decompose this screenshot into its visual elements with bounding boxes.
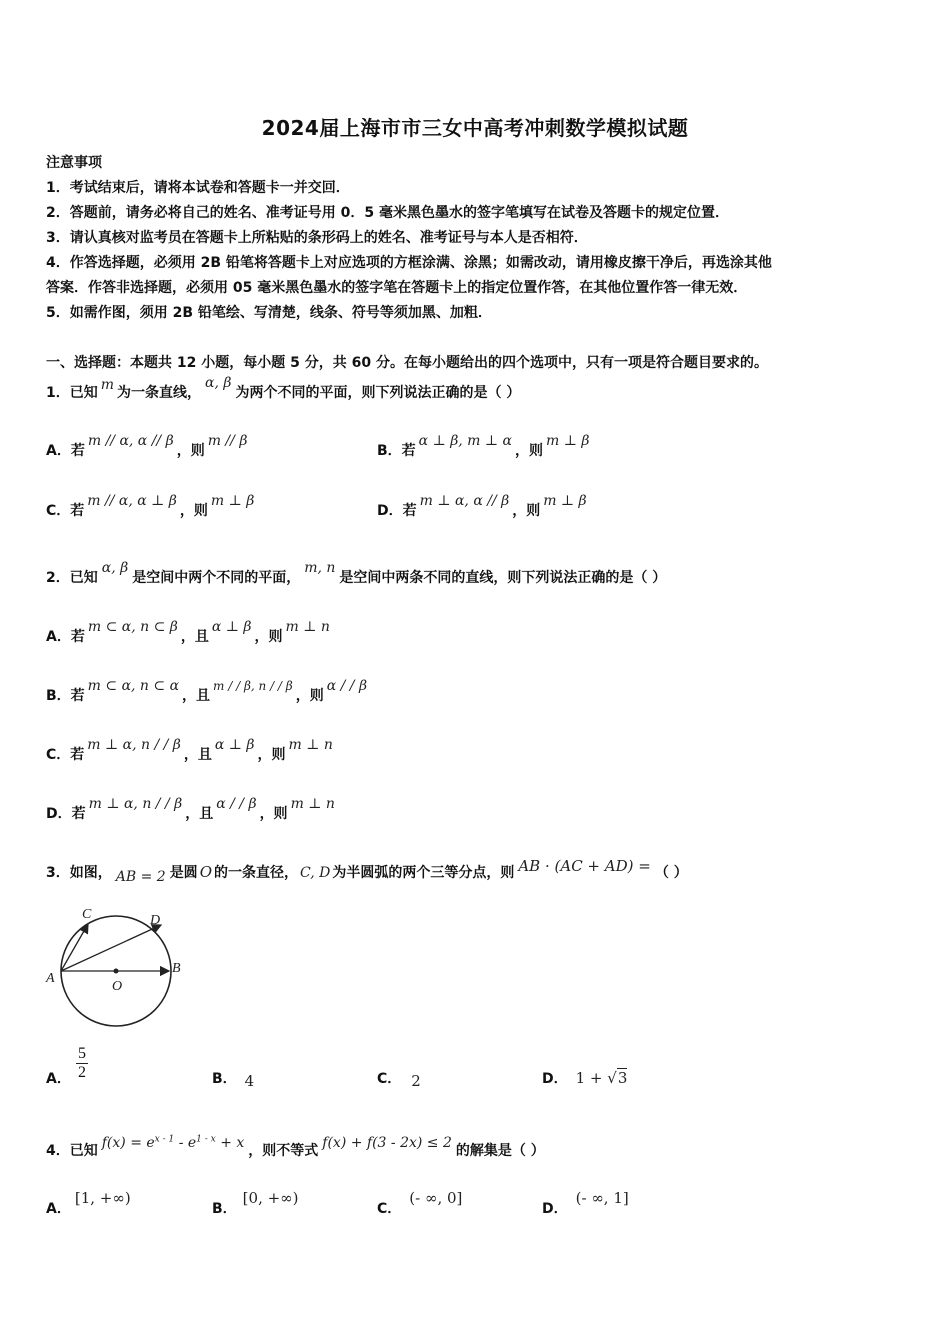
q4-option-d[interactable] <box>542 1189 629 1218</box>
option-then: ，则 <box>254 629 283 645</box>
q4-inequality: f(x) + f(3 - 2x) ≤ 2 <box>322 1135 452 1151</box>
q2-option-a[interactable] <box>46 619 333 646</box>
q2-text-2: 是空间中两个不同的平面， <box>132 570 301 586</box>
q3-figure <box>40 902 200 1032</box>
q2-option-b[interactable] <box>46 678 370 705</box>
q1-option-c[interactable] <box>46 493 257 520</box>
q2-c-cond-1: m ⊥ α, n / / β <box>87 737 181 753</box>
q4-func-part-1: f(x) = e <box>101 1135 155 1151</box>
q1-option-d[interactable] <box>377 493 590 520</box>
q4-option-c[interactable] <box>377 1189 463 1218</box>
q3-d-prefix: 1 + <box>575 1069 608 1087</box>
fraction-denominator: 2 <box>78 1064 86 1081</box>
q1-c-cond: m // α, α ⊥ β <box>87 493 177 509</box>
option-label: C．若 <box>46 747 85 763</box>
q3-option-b[interactable] <box>212 1068 254 1088</box>
q3-text-5: （ ） <box>654 865 688 881</box>
q1-option-b[interactable] <box>377 433 592 460</box>
q4-func-part-2: - e <box>174 1135 197 1151</box>
q1-a-result: m // β <box>207 433 248 449</box>
notice-item: 4．作答选择题，必须用 2B 铅笔将答题卡上对应选项的方框涂满、涂黑；如需改动，请用橡皮擦干净后，再选涂其他 <box>46 255 772 271</box>
q4-func-part-3: + x <box>215 1135 245 1151</box>
option-label: B．若 <box>377 443 416 459</box>
q4-exp-2: 1 - x <box>196 1134 216 1145</box>
q4-exp-1: x - 1 <box>154 1134 175 1145</box>
option-then: ，则 <box>257 747 286 763</box>
q2-d-cond-1: m ⊥ α, n / / β <box>88 796 183 812</box>
q1-b-cond: α ⊥ β, m ⊥ α <box>418 433 512 449</box>
option-label: C． <box>377 1201 402 1217</box>
q2-option-d[interactable] <box>46 796 338 823</box>
q4-text-2: ，则不等式 <box>248 1143 319 1159</box>
section-heading: 一、选择题：本题共 12 小题，每小题 5 分，共 60 分。在每小题给出的四个选项中，只有一项是符合题目要求的。 <box>46 355 768 371</box>
page-title: 2024届上海市市三女中高考冲刺数学模拟试题 <box>261 116 689 140</box>
q3-option-c[interactable] <box>377 1068 421 1088</box>
q1-c-result: m ⊥ β <box>210 493 255 509</box>
q2-text-1: 2．已知 <box>46 570 98 586</box>
q4-option-b[interactable] <box>212 1189 299 1218</box>
option-label: B． <box>212 1201 237 1217</box>
option-and: ，且 <box>182 688 211 704</box>
label-d: D <box>150 913 161 928</box>
option-then: ，则 <box>514 443 543 459</box>
q3-b-value: 4 <box>244 1072 255 1090</box>
notice-item: 2．答题前，请务必将自己的姓名、准考证号用 0．5 毫米黑色墨水的签字笔填写在试卷及答题卡的规定位置． <box>46 205 729 221</box>
q3-math-expr: AB · (AC + AD) = <box>518 857 651 875</box>
q2-b-cond-1: m ⊂ α, n ⊂ α <box>87 678 180 694</box>
q3-math-o: O <box>199 863 212 881</box>
label-a: A <box>46 971 55 986</box>
q1-b-result: m ⊥ β <box>545 433 590 449</box>
q1-option-a[interactable] <box>46 433 250 460</box>
option-and: ，且 <box>180 629 209 645</box>
option-label: D．若 <box>377 503 417 519</box>
q1-d-cond: m ⊥ α, α // β <box>419 493 510 509</box>
q4-func <box>98 1135 249 1151</box>
option-then: ，则 <box>259 806 288 822</box>
option-then: ，则 <box>176 443 205 459</box>
vector-ad <box>61 925 161 971</box>
option-then: ，则 <box>512 503 541 519</box>
q2-d-result: m ⊥ n <box>290 796 335 812</box>
option-label: D．若 <box>46 806 86 822</box>
q2-c-cond-2: α ⊥ β <box>214 737 255 753</box>
q2-b-cond-2: m / / β, n / / β <box>213 679 293 693</box>
option-label: D． <box>542 1201 568 1217</box>
label-b: B <box>172 961 181 976</box>
q2-b-result: α / / β <box>326 678 368 694</box>
q2-option-c[interactable] <box>46 737 336 764</box>
q3-stem <box>46 857 688 885</box>
fraction-numerator: 5 <box>78 1045 86 1062</box>
q3-a-fraction <box>76 1045 88 1082</box>
option-label: C． <box>377 1071 402 1087</box>
option-and: ，且 <box>183 747 212 763</box>
q4-stem <box>46 1134 545 1160</box>
q3-c-value: 2 <box>411 1072 421 1090</box>
option-label: B．若 <box>46 688 85 704</box>
center-dot <box>114 969 119 974</box>
label-o: O <box>112 979 123 994</box>
option-label: B． <box>212 1071 237 1087</box>
q1-text-3: 为两个不同的平面，则下列说法正确的是（ ） <box>235 385 521 401</box>
q3-d-radicand: 3 <box>617 1069 628 1087</box>
q4-a-value: [1, +∞) <box>74 1189 131 1207</box>
q1-math-m: m <box>100 377 115 393</box>
sqrt-icon: √ <box>607 1069 617 1087</box>
q1-a-cond: m // α, α // β <box>87 433 174 449</box>
q4-text-1: 4．已知 <box>46 1143 98 1159</box>
q4-text-3: 的解集是（ ） <box>455 1143 545 1159</box>
q3-text-2: 是圆 <box>169 865 198 881</box>
q4-b-value: [0, +∞) <box>242 1189 299 1207</box>
option-then: ，则 <box>295 688 324 704</box>
notice-item: 1．考试结束后，请将本试卷和答题卡一并交回． <box>46 180 350 196</box>
q3-math-ab: AB = 2 <box>115 869 166 885</box>
q3-math-cd: C, D <box>300 865 331 881</box>
q3-option-a[interactable] <box>46 1068 71 1088</box>
q2-text-3: 是空间中两条不同的直线，则下列说法正确的是（ ） <box>339 570 667 586</box>
q1-text-2: 为一条直线， <box>117 385 202 401</box>
q4-d-value: (- ∞, 1] <box>575 1189 629 1207</box>
vector-ac <box>61 924 88 971</box>
q2-a-cond-2: α ⊥ β <box>211 619 252 635</box>
q2-a-cond-1: m ⊂ α, n ⊂ β <box>87 619 178 635</box>
q2-math-planes: α, β <box>101 560 129 576</box>
option-and: ，且 <box>185 806 214 822</box>
q1-stem <box>46 375 521 402</box>
q1-text-1: 1．已知 <box>46 385 98 401</box>
q2-math-lines: m, n <box>304 560 336 576</box>
q4-option-a[interactable] <box>46 1189 131 1218</box>
option-label: A． <box>46 1071 71 1087</box>
q4-c-value: (- ∞, 0] <box>409 1189 463 1207</box>
q2-d-cond-2: α / / β <box>216 796 257 812</box>
q3-text-1: 3．如图， <box>46 865 112 881</box>
q3-text-4: 为半圆弧的两个三等分点，则 <box>332 865 515 881</box>
notice-item: 5．如需作图，须用 2B 铅笔绘、写清楚，线条、符号等须加黑、加粗． <box>46 305 492 321</box>
option-label: A． <box>46 1201 71 1217</box>
q3-text-3: 的一条直径， <box>214 865 298 881</box>
option-label: A．若 <box>46 629 85 645</box>
q3-option-d[interactable] <box>542 1068 627 1088</box>
notice-item: 答案．作答非选择题，必须用 05 毫米黑色墨水的签字笔在答题卡上的指定位置作答，在其他位置作答一律无效． <box>46 280 748 296</box>
q2-c-result: m ⊥ n <box>288 737 333 753</box>
notice-item: 3．请认真核对监考员在答题卡上所粘贴的条形码上的姓名、准考证号与本人是否相符． <box>46 230 588 246</box>
q2-a-result: m ⊥ n <box>285 619 330 635</box>
option-then: ，则 <box>179 503 208 519</box>
label-c: C <box>82 907 92 922</box>
option-label: C．若 <box>46 503 85 519</box>
option-label: A．若 <box>46 443 85 459</box>
q2-stem <box>46 560 667 587</box>
q1-d-result: m ⊥ β <box>543 493 587 509</box>
notice-heading: 注意事项 <box>46 155 102 171</box>
option-label: D． <box>542 1071 568 1087</box>
q1-math-planes: α, β <box>205 375 232 391</box>
